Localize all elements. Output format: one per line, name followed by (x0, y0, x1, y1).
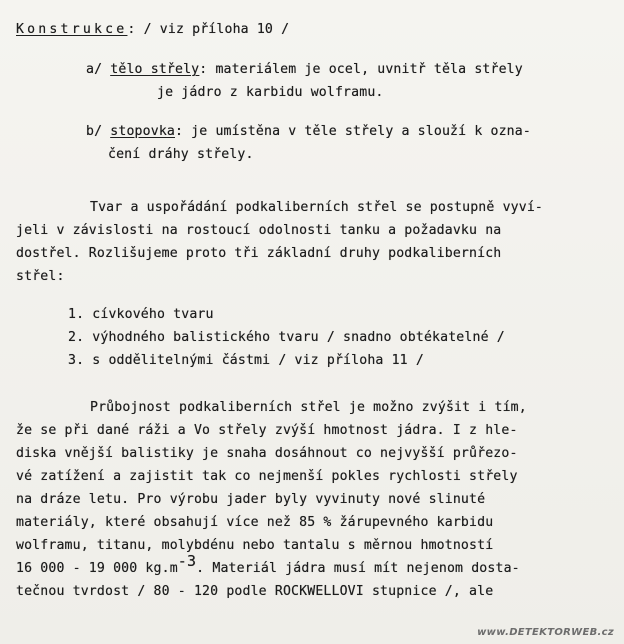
item-a-text-1: : materiálem je ocel, uvnitř těla střely (199, 62, 523, 77)
item-b-term: stopovka (110, 124, 175, 139)
item-b-text-1: : je umístěna v těle střely a slouží k ozna- (175, 124, 531, 139)
para1-line: dostřel. Rozlišujeme proto tři základní druhy podkaliberních (16, 246, 502, 261)
heading-label: Konstrukce (16, 22, 128, 37)
item-a-line-1 (86, 62, 523, 77)
para1-line: střel: (16, 269, 65, 284)
density-exponent: -3 (177, 552, 197, 570)
list-item: 2. výhodného balistického tvaru / snadno obtékatelné / (68, 330, 505, 345)
item-a-term: tělo střely (110, 62, 200, 77)
item-a-prefix: a/ (86, 62, 111, 77)
para1-line: Tvar a uspořádání podkaliberních střel se postupně vyví- (90, 200, 544, 215)
density-value: 16 000 - 19 000 kg.m (16, 561, 178, 576)
para2-line: tečnou tvrdost / 80 - 120 podle ROCKWELLOVI stupnice /, ale (16, 584, 494, 599)
watermark: www.DETEKTORWEB.cz (477, 627, 614, 638)
para2-line: wolframu, titanu, molybdénu nebo tantalu s měrnou hmotností (16, 538, 494, 553)
section-heading (16, 22, 289, 37)
list-item: 3. s oddělitelnými částmi / viz příloha 11 / (68, 353, 424, 368)
item-a-line-2: je jádro z karbidu wolframu. (157, 85, 384, 100)
item-b-line-2: čení dráhy střely. (108, 147, 254, 162)
item-b-line-1 (86, 124, 531, 139)
para2-line: vé zatížení a zajistit tak co nejmenší pokles rychlosti střely (16, 469, 518, 484)
list-item: 1. cívkového tvaru (68, 307, 214, 322)
para2-line: diska vnější balistiky je snaha dosáhnout co nejvyšší průřezo- (16, 446, 518, 461)
para2-line: Průbojnost podkaliberních střel je možno zvýšit i tím, (90, 400, 527, 415)
para2-line-density (16, 552, 520, 576)
para2-line: na dráze letu. Pro výrobu jader byly vyvinuty nové slinuté (16, 492, 486, 507)
para2-line: že se při dané ráži a Vo střely zvýší hmotnost jádra. I z hle- (16, 423, 518, 438)
density-continuation: . Materiál jádra musí mít nejenom dosta- (196, 561, 520, 576)
heading-suffix: : / viz příloha 10 / (127, 22, 290, 37)
item-b-prefix: b/ (86, 124, 111, 139)
para1-line: jeli v závislosti na rostoucí odolnosti tanku a požadavku na (16, 223, 502, 238)
para2-line: materiály, které obsahují více než 85 % žárupevného karbidu (16, 515, 494, 530)
